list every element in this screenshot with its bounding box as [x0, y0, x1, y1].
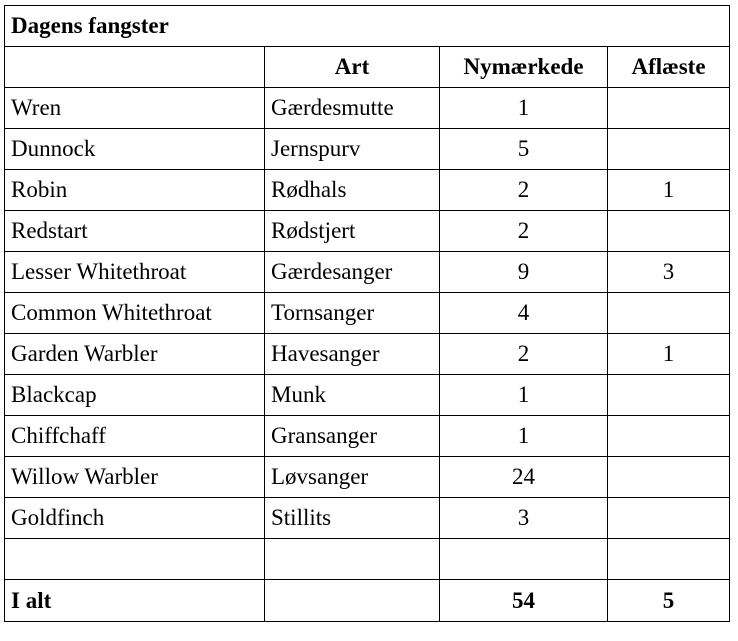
total-art — [265, 580, 440, 622]
cell-aflaeste — [608, 211, 730, 252]
cell-art: Rødstjert — [265, 211, 440, 252]
cell-english: Blackcap — [5, 375, 265, 416]
cell-art: Stillits — [265, 498, 440, 539]
cell-nymaerkede: 3 — [440, 498, 608, 539]
cell-english — [5, 539, 265, 580]
cell-english: Goldfinch — [5, 498, 265, 539]
cell-art: Rødhals — [265, 170, 440, 211]
cell-english: Robin — [5, 170, 265, 211]
cell-aflaeste — [608, 539, 730, 580]
cell-nymaerkede: 9 — [440, 252, 608, 293]
cell-aflaeste — [608, 293, 730, 334]
title-row — [5, 6, 730, 47]
cell-nymaerkede: 2 — [440, 170, 608, 211]
cell-english: Redstart — [5, 211, 265, 252]
cell-art: Gærdesanger — [265, 252, 440, 293]
cell-art: Løvsanger — [265, 457, 440, 498]
cell-aflaeste — [608, 416, 730, 457]
cell-aflaeste: 1 — [608, 334, 730, 375]
total-aflaeste: 5 — [608, 580, 730, 622]
cell-english: Garden Warbler — [5, 334, 265, 375]
cell-aflaeste — [608, 498, 730, 539]
cell-nymaerkede: 4 — [440, 293, 608, 334]
cell-nymaerkede: 2 — [440, 334, 608, 375]
cell-art: Gærdesmutte — [265, 88, 440, 129]
cell-aflaeste: 1 — [608, 170, 730, 211]
table-row — [5, 293, 730, 334]
cell-art: Munk — [265, 375, 440, 416]
table-row — [5, 88, 730, 129]
table-row — [5, 416, 730, 457]
cell-art — [265, 539, 440, 580]
cell-art: Gransanger — [265, 416, 440, 457]
cell-english: Wren — [5, 88, 265, 129]
table-row — [5, 539, 730, 580]
table-row — [5, 252, 730, 293]
table-row — [5, 375, 730, 416]
cell-english: Dunnock — [5, 129, 265, 170]
cell-english: Chiffchaff — [5, 416, 265, 457]
cell-nymaerkede: 1 — [440, 416, 608, 457]
table-row — [5, 211, 730, 252]
cell-aflaeste: 3 — [608, 252, 730, 293]
cell-english: Willow Warbler — [5, 457, 265, 498]
total-row — [5, 580, 730, 622]
cell-nymaerkede: 2 — [440, 211, 608, 252]
cell-aflaeste — [608, 129, 730, 170]
cell-nymaerkede — [440, 539, 608, 580]
catch-table — [4, 5, 730, 622]
table-row — [5, 334, 730, 375]
header-cell-aflaeste: Aflæste — [608, 47, 730, 88]
total-label: I alt — [5, 580, 265, 622]
table-row — [5, 129, 730, 170]
cell-nymaerkede: 24 — [440, 457, 608, 498]
table-row — [5, 170, 730, 211]
header-cell-art: Art — [265, 47, 440, 88]
header-cell-english — [5, 47, 265, 88]
cell-nymaerkede: 5 — [440, 129, 608, 170]
cell-aflaeste — [608, 88, 730, 129]
cell-art: Jernspurv — [265, 129, 440, 170]
cell-aflaeste — [608, 457, 730, 498]
header-cell-nymaerkede: Nymærkede — [440, 47, 608, 88]
cell-art: Havesanger — [265, 334, 440, 375]
cell-art: Tornsanger — [265, 293, 440, 334]
cell-english: Lesser Whitethroat — [5, 252, 265, 293]
header-row — [5, 47, 730, 88]
cell-nymaerkede: 1 — [440, 88, 608, 129]
table-title: Dagens fangster — [5, 6, 730, 47]
cell-english: Common Whitethroat — [5, 293, 265, 334]
table-row — [5, 498, 730, 539]
total-nymaerkede: 54 — [440, 580, 608, 622]
cell-aflaeste — [608, 375, 730, 416]
table-row — [5, 457, 730, 498]
cell-nymaerkede: 1 — [440, 375, 608, 416]
